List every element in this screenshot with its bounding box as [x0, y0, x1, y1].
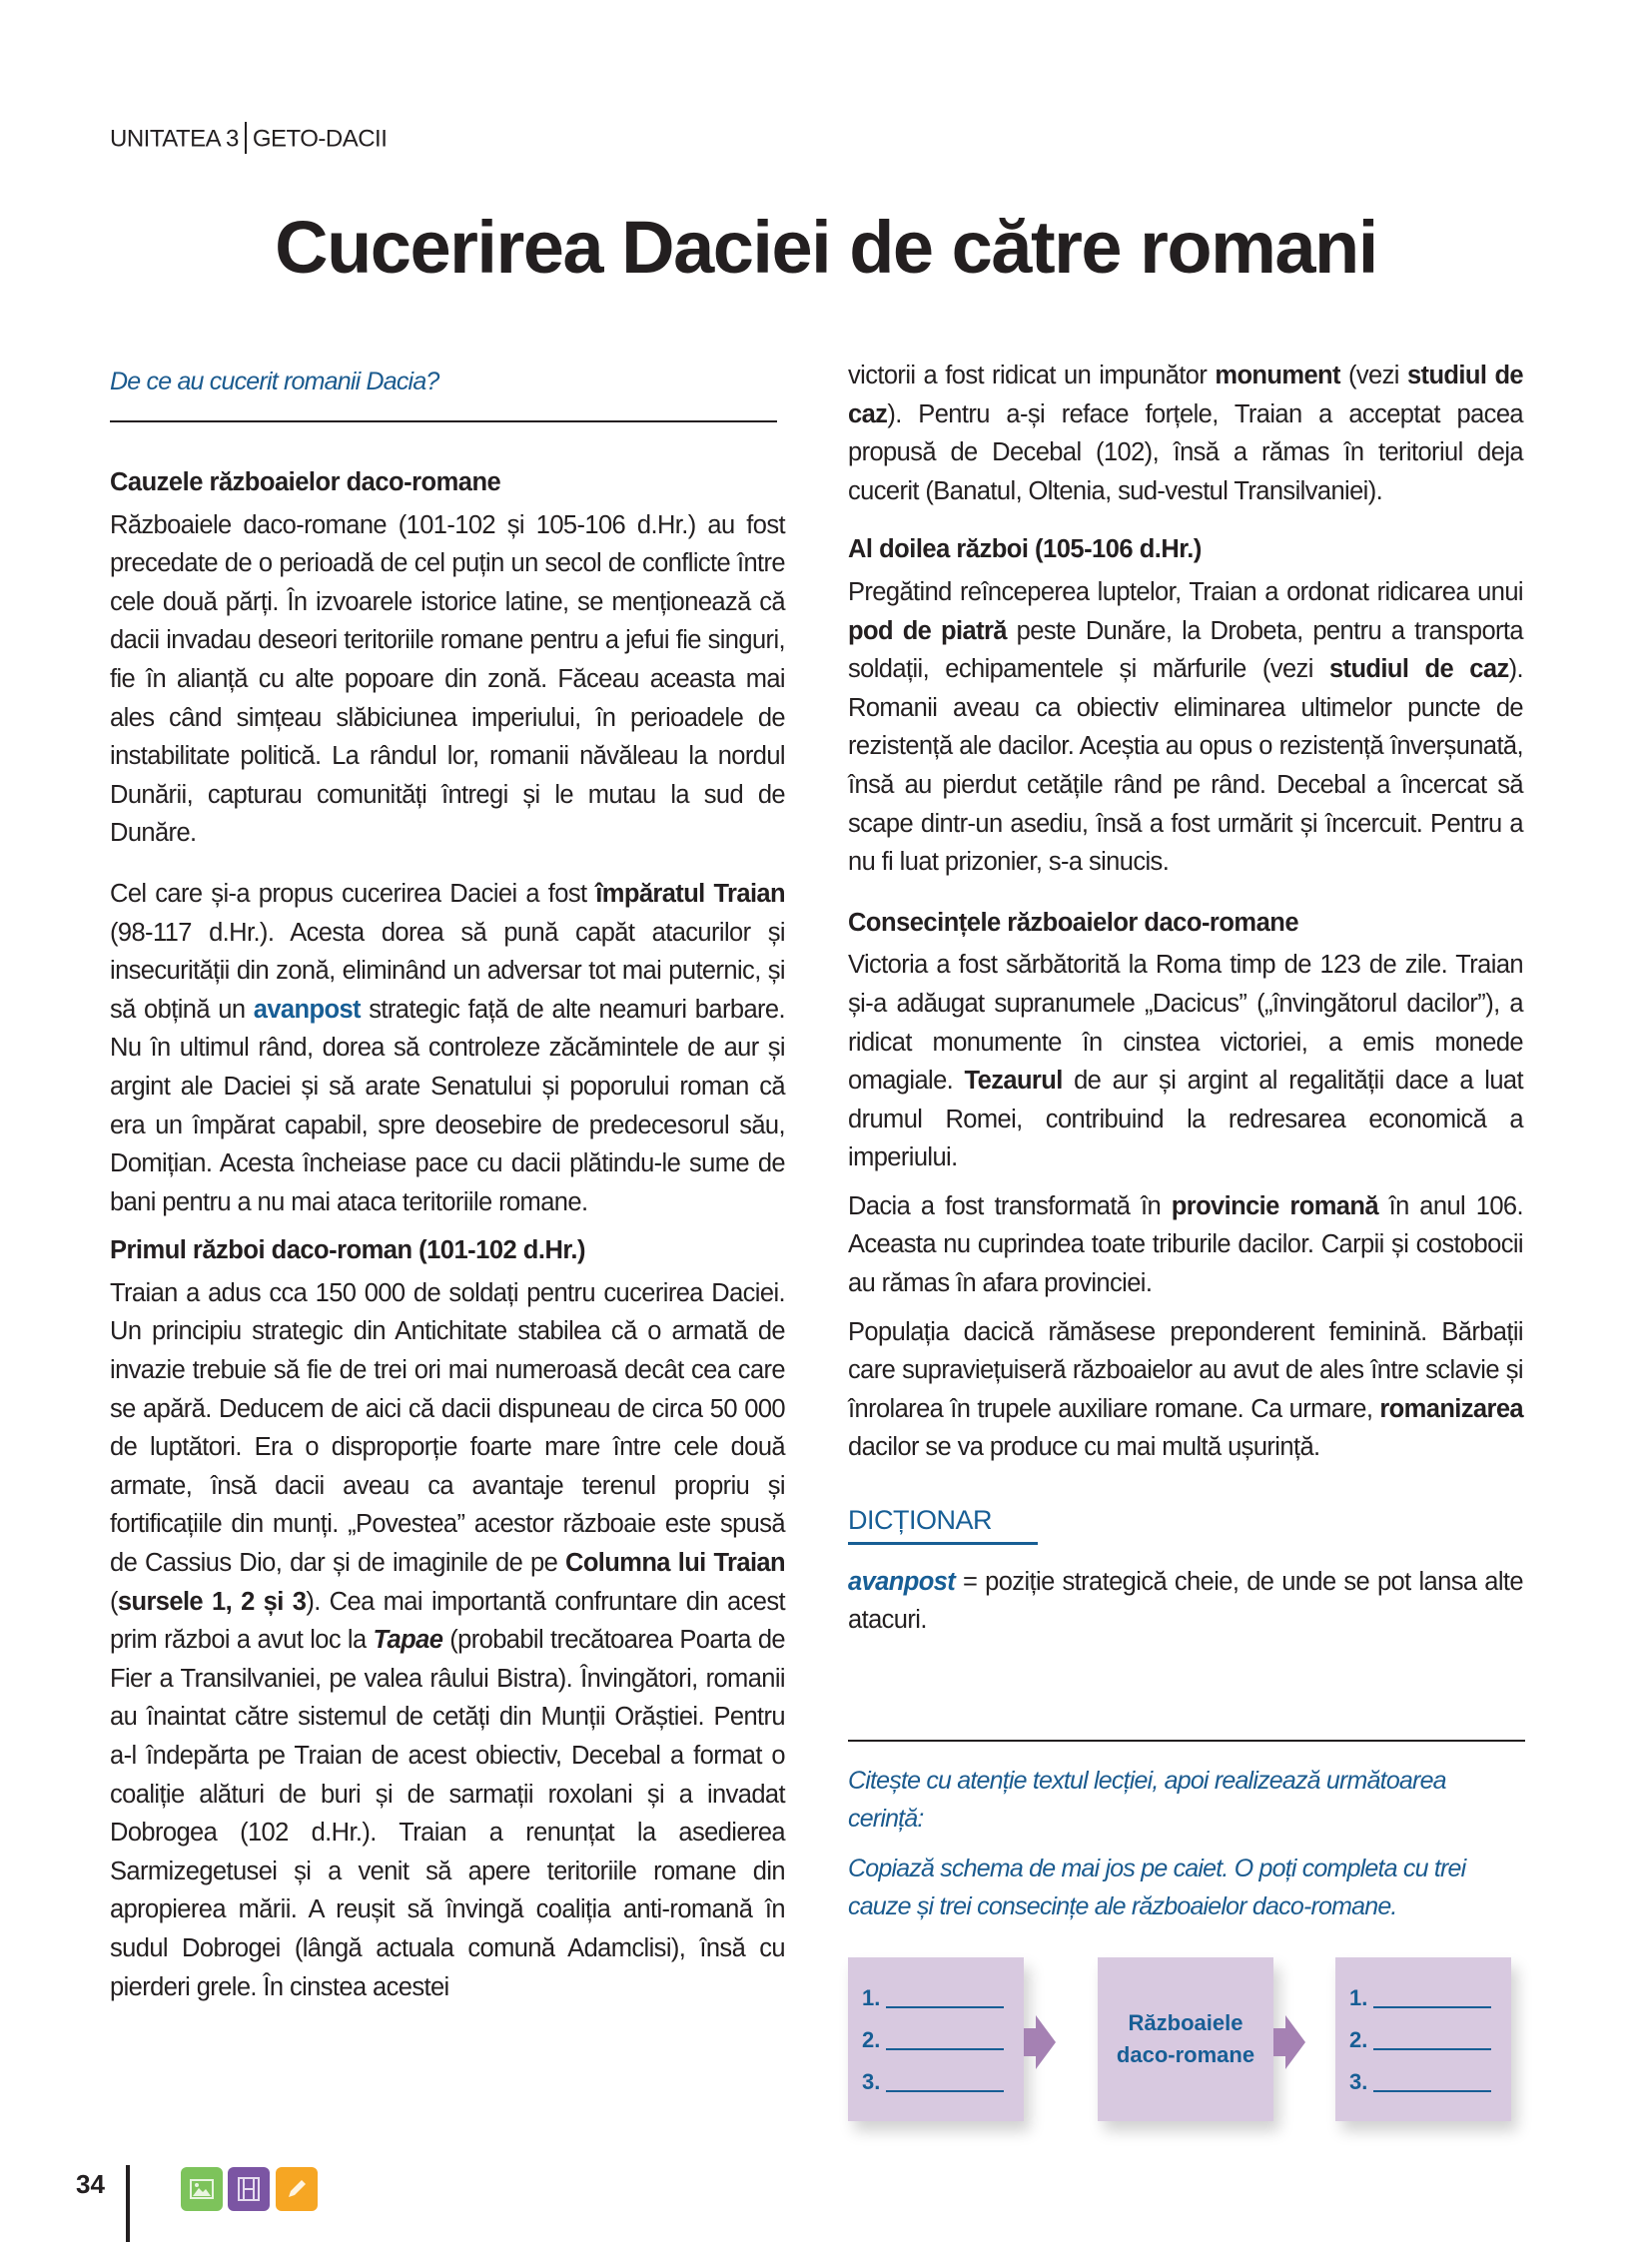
arrow-right-icon — [1273, 2015, 1305, 2069]
film-icon[interactable] — [228, 2167, 270, 2211]
task-divider — [848, 1740, 1525, 1742]
dictionary-entry: avanpost = poziție strategică cheie, de unde se pot lansa alte atacuri. — [848, 1567, 1523, 1635]
dictionary-box — [848, 1501, 1523, 1640]
causes-heading: Cauzele războaielor daco-romane — [110, 468, 501, 496]
causes-consequences-schema — [848, 1957, 1527, 2127]
right-column — [848, 357, 1523, 1640]
unit-header — [110, 124, 387, 156]
guiding-question: De ce au cucerit romanii Dacia? — [110, 368, 439, 395]
first-war-heading: Primul război daco-roman (101-102 d.Hr.) — [110, 1236, 585, 1265]
continuation-paragraph: victorii a fost ridicat un impunător monument (vezi studiul de caz). Pentru a-și reface forțele, Traian a acceptat pacea propusă de Decebal (102), însă a rămas în teritoriul deja cucerit (Banatul, Oltenia, sud-vestul Transilvaniei). — [848, 362, 1524, 505]
causes-paragraph-2: Cel care și-a propus cucerirea Daciei a fost împăratul Traian (98-117 d.Hr.). Acesta dorea să pună capăt atacurilor și insecurității din zonă, eliminând un adversar tot mai puternic, și să obțină un avanpost strategic față de alte neamuri barbare. Nu în ultimul rând, dorea să controleze zăcămintele de aur și argint ale Daciei și să arate Senatului și poporului roman că era un împărat capabil, spre deosebire de predecesorul său, Domițian. Acesta încheiase pace cu dacii plătindu-le sume de bani pentru a nu mai ataca teritoriile romane. — [110, 879, 785, 1216]
blank-line[interactable] — [886, 2030, 1004, 2050]
page-number-bar — [126, 2165, 130, 2242]
center-label-line-2: daco-romane — [1116, 2042, 1255, 2067]
consequence-item-1: 1. — [1349, 1977, 1511, 2019]
blank-line[interactable] — [886, 1988, 1004, 2008]
blank-line[interactable] — [1373, 2030, 1491, 2050]
page-title: Cucerirea Daciei de către romani — [275, 206, 1377, 289]
consequences-paragraph-3: Populația dacică rămăsese preponderent feminină. Bărbații care supraviețuiseră războaielor au avut de ales între sclavie și înrolarea în trupele auxiliare romane. Ca urmare, romanizarea dacilor se va produce cu mai multă ușurință. — [848, 1317, 1523, 1462]
cause-item-3: 3. — [862, 2061, 1024, 2103]
consequences-box — [1335, 1957, 1511, 2121]
task-instruction-1: Citește cu atenție textul lecției, apoi realizează următoarea cerință: — [848, 1767, 1446, 1833]
consequence-item-3: 3. — [1349, 2061, 1511, 2103]
task-section — [848, 1762, 1523, 1925]
left-column — [110, 463, 785, 2006]
dictionary-underline — [848, 1542, 1038, 1545]
consequence-item-2: 2. — [1349, 2019, 1511, 2061]
blank-line[interactable] — [886, 2072, 1004, 2092]
image-icon[interactable] — [181, 2167, 223, 2211]
cause-item-1: 1. — [862, 1977, 1024, 2019]
cause-item-2: 2. — [862, 2019, 1024, 2061]
consequences-paragraph-2: Dacia a fost transformată în provincie romană în anul 106. Aceasta nu cuprindea toate triburile dacilor. Carpii și costobocii au rămas în afara provinciei. — [848, 1191, 1523, 1298]
dictionary-term: avanpost — [848, 1567, 956, 1596]
unit-topic: GETO-DACII — [252, 125, 388, 153]
question-divider — [110, 420, 777, 422]
causes-paragraph-1: Războaiele daco-romane (101-102 și 105-106 d.Hr.) au fost precedate de o perioadă de cel puțin un secol de conflicte între cele două părți. În izvoarele istorice latine, se menționează că dacii invadau deseori teritoriile romane pentru a jefui fie singuri, fie în alianță cu alte popoare din zonă. Făceau aceasta mai ales când simțeau slăbiciunea imperiului, în perioadele de instabilitate politică. La rândul lor, romanii năvăleau la nordul Dunării, capturau comunități întregi și le mutau la sud de Dunăre. — [110, 510, 785, 848]
second-war-paragraph: Pregătind reînceperea luptelor, Traian a ordonat ridicarea unui pod de piatră peste Dunăre, la Drobeta, pentru a transporta soldații, echipamentele și mărfurile (vezi studiul de caz). Romanii aveau ca obiectiv eliminarea ultimelor puncte de rezistență ale dacilor. Aceștia au opus o rezistență înverșunată, însă au pierdut cetățile rând pe rând. Decebal a încercat să scape dintr-un asediu, însă a fost urmărit și încercuit. Pentru a nu fi luat prizonier, s-a sinucis. — [848, 577, 1524, 877]
glossary-link-avanpost[interactable]: avanpost — [253, 995, 361, 1024]
arrow-right-icon — [1024, 2015, 1056, 2069]
unit-label: UNITATEA 3 — [110, 125, 239, 153]
task-instruction-2: Copiază schema de mai jos pe caiet. O poți completa cu trei cauze și trei consecințe ale războaielor daco-romane. — [848, 1855, 1466, 1920]
blank-line[interactable] — [1373, 1988, 1491, 2008]
consequences-paragraph-1: Victoria a fost sărbătorită la Roma timp de 123 de zile. Traian și-a adăugat supranumele „Dacicus” („învingătorul dacilor”), a ridicat monumente în cinstea victoriei, a emis monede omagiale. Tezaurul de aur și argint al regalității dace a luat drumul Romei, contribuind la redresarea economică a imperiului. — [848, 951, 1523, 1172]
consequences-heading: Consecințele războaielor daco-romane — [848, 908, 1299, 937]
pencil-icon[interactable] — [276, 2167, 318, 2211]
dictionary-title: DICȚIONAR — [848, 1505, 992, 1536]
header-divider — [245, 122, 247, 154]
causes-box — [848, 1957, 1024, 2121]
bold-term: împăratul Traian — [595, 879, 785, 908]
blank-line[interactable] — [1373, 2072, 1491, 2092]
first-war-paragraph: Traian a adus cca 150 000 de soldați pentru cucerirea Daciei. Un principiu strategic din Antichitate stabilea că o armată de invazie trebuie să fie de trei ori mai numeroasă decât cea care se apără. Deducem de aici că dacii dispuneau de circa 50 000 de luptători. Era o disproporție foarte mare între cele două armate, însă dacii aveau ca avantaje terenul propriu și fortificațiile din munți. „Povestea” acestor războaie este spusă de Cassius Dio, dar și de imaginile de pe Columna lui Traian (sursele 1, 2 și 3). Cea mai importantă confruntare din acest prim război a avut loc la Tapae (probabil trecătoarea Poarta de Fier a Transilvaniei, pe valea râului Bistra). Învingători, romanii au înaintat către sistemul de cetăți din Munții Orăștiei. Pentru a-l îndepărta pe Traian de acest obiectiv, Decebal a format o coaliție alături de buri și de sarmații roxolani și a invadat Dobrogea (102 d.Hr.). Traian a renunțat la asedierea Sarmizegetusei și a venit să apere teritoriile romane din apropierea mării. A reușit să învingă coaliția anti-romană în sudul Dobrogei (lângă actuala comună Adamclisi), însă cu pierderi grele. În cinstea acestei — [110, 1278, 785, 2001]
center-box — [1098, 1957, 1273, 2121]
second-war-heading: Al doilea război (105-106 d.Hr.) — [848, 535, 1202, 564]
center-label-line-1: Războaiele — [1128, 2010, 1243, 2035]
page-number: 34 — [76, 2169, 105, 2199]
